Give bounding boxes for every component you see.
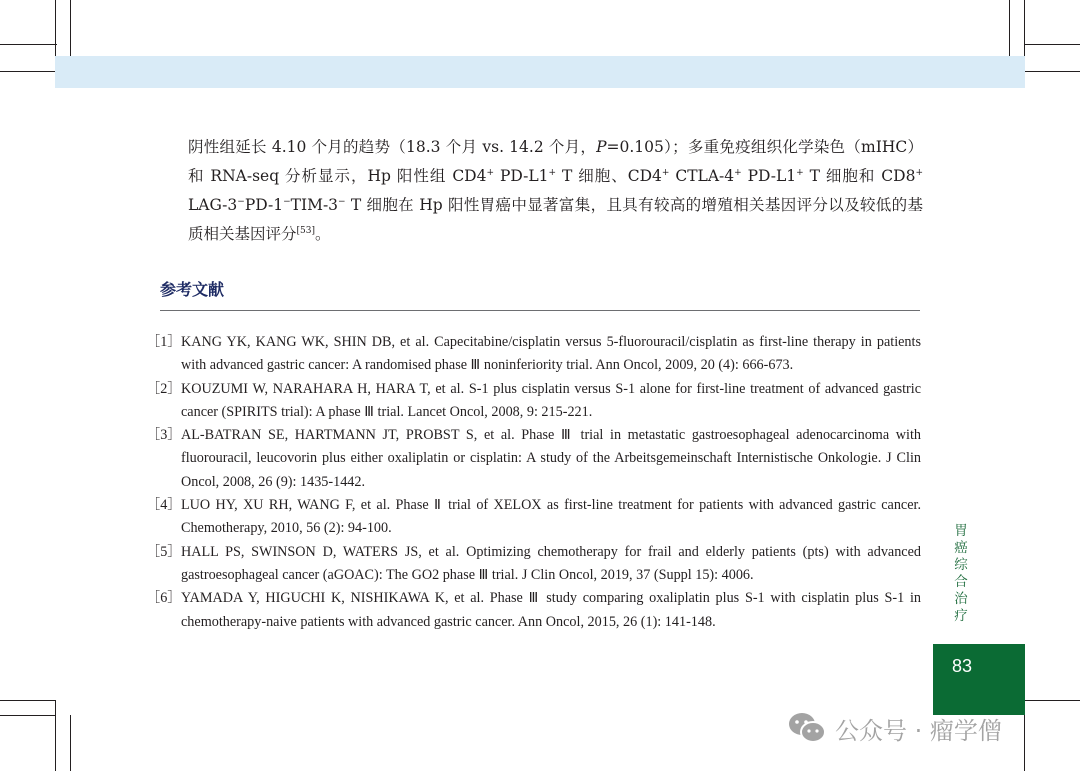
crop-mark <box>1024 71 1080 72</box>
reference-number: ［2］ <box>146 380 182 397</box>
chapter-side-label: 胃癌综合治疗 <box>954 523 968 624</box>
body-paragraph: 阴性组延长 4.10 个月的趋势（18.3 个月 vs. 14.2 个月，P=0.105）；多重免疫组织化学染色（mIHC）和 RNA-seq 分析显示，Hp 阳性组 CD4+ PD-L1+ T 细胞、CD4+ CTLA-4+ PD-L1+ T 细胞和 CD8+ LAG-3−PD-1−TIM-3− T 细胞在 Hp 阳性胃癌中显著富集，且具有较高的增殖相关基因评分以及较低的基质相关基因评分[53]。 <box>188 138 924 243</box>
reference-item <box>146 541 921 588</box>
crop-mark <box>0 700 56 701</box>
reference-number: ［6］ <box>146 590 182 607</box>
reference-number: ［4］ <box>146 497 182 514</box>
reference-number: ［3］ <box>146 427 182 444</box>
crop-mark <box>0 71 56 72</box>
reference-text: AL-BATRAN SE, HARTMANN JT, PROBST S, et al. Phase Ⅲ trial in metastatic gastroesophageal adenocarcinoma with fluorouracil, leucovorin plus either oxaliplatin or cisplatin: A study of the Arbeitsgemeinschaft Internistische Onkologie. J Clin Oncol, 2008, 26 (9): 1435-1442. <box>181 427 921 490</box>
watermark <box>787 710 1002 746</box>
reference-text: HALL PS, SWINSON D, WATERS JS, et al. Optimizing chemotherapy for frail and elderly patients (pts) with advanced gastroesophageal cancer (aGOAC): The GO2 phase Ⅲ trial. J Clin Oncol, 2019, 37 (Suppl 15): 4006. <box>181 543 921 583</box>
header-band <box>55 56 1025 88</box>
reference-item <box>146 494 921 541</box>
section-title: 参考文献 <box>160 280 225 299</box>
reference-text: YAMADA Y, HIGUCHI K, NISHIKAWA K, et al. Phase Ⅲ study comparing oxaliplatin plus S-1 with cisplatin plus S-1 in chemotherapy-naive patients with advanced gastric cancer. Ann Oncol, 2015, 26 (1): 141-148. <box>181 590 921 630</box>
reference-number: ［5］ <box>146 543 182 560</box>
wechat-icon <box>787 711 827 745</box>
reference-text: KANG YK, KANG WK, SHIN DB, et al. Capecitabine/cisplatin versus 5-fluorouracil/cisplatin as first-line therapy in patients with advanced gastric cancer: A randomised phase Ⅲ noninferiority trial. Ann Oncol, 2009, 20 (4): 666-673. <box>181 334 921 374</box>
watermark-text: 公众号 · 瘤学僧 <box>835 716 1002 745</box>
citation-ref[interactable]: [53] <box>296 226 315 236</box>
crop-mark <box>1024 44 1080 45</box>
reference-item <box>146 587 921 634</box>
reference-text: LUO HY, XU RH, WANG F, et al. Phase Ⅱ trial of XELOX as first-line treatment for patients with advanced gastric cancer. Chemotherapy, 2010, 56 (2): 94-100. <box>181 497 921 537</box>
crop-mark <box>70 0 71 57</box>
page-number-box <box>933 644 1025 715</box>
crop-mark <box>55 700 56 771</box>
reference-item <box>146 378 921 425</box>
crop-mark <box>1009 0 1010 57</box>
reference-number: ［1］ <box>146 334 182 350</box>
reference-item <box>146 424 921 494</box>
reference-list <box>146 331 921 634</box>
crop-mark <box>70 715 71 771</box>
page-number: 83 <box>951 656 973 676</box>
crop-mark <box>0 44 57 45</box>
section-divider <box>160 310 920 311</box>
reference-item <box>146 331 921 378</box>
crop-mark <box>1024 700 1080 701</box>
crop-mark <box>0 715 56 716</box>
reference-text: KOUZUMI W, NARAHARA H, HARA T, et al. S-1 plus cisplatin versus S-1 alone for first-line treatment of advanced gastric cancer (SPIRITS trial): A phase Ⅲ trial. Lancet Oncol, 2008, 9: 215-221. <box>181 380 921 420</box>
